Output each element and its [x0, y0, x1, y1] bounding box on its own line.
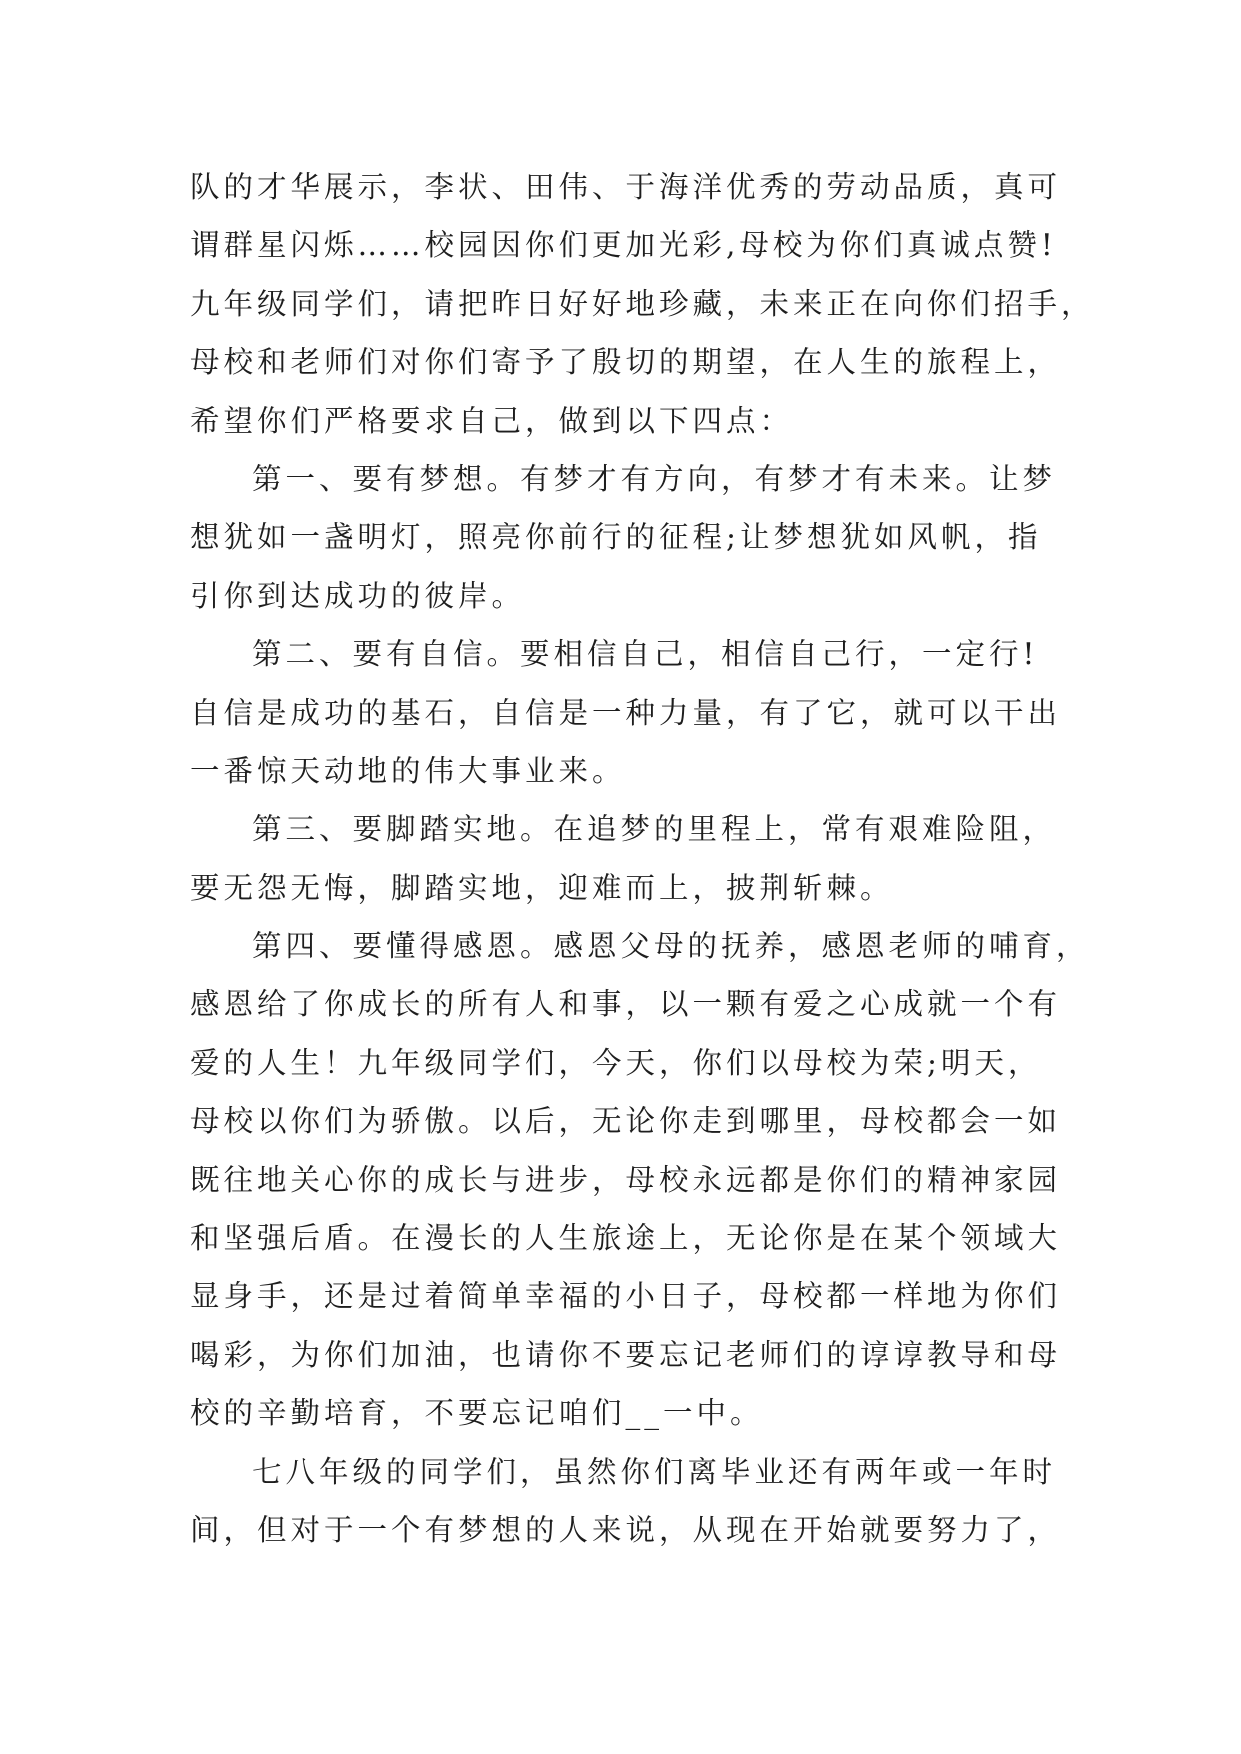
text-line: 第四、要懂得感恩。感恩父母的抚养，感恩老师的哺育， — [252, 929, 1090, 964]
body-text — [190, 158, 1095, 1559]
text-line: 第三、要脚踏实地。在追梦的里程上，常有艰难险阻， — [252, 812, 1057, 847]
text-line: 九年级同学们，请把昨日好好地珍藏，未来正在向你们招手， — [190, 286, 1095, 321]
text-line: 爱的人生！九年级同学们，今天，你们以母校为荣;明天， — [190, 1045, 1042, 1080]
text-line: 感恩给了你成长的所有人和事，以一颗有爱之心成就一个有 — [190, 987, 1062, 1022]
text-line: 队的才华展示，李状、田伟、于海洋优秀的劳动品质，真可 — [190, 170, 1062, 204]
text-line: 一番惊天动地的伟大事业来。 — [190, 753, 626, 788]
text-line: 想犹如一盏明灯，照亮你前行的征程;让梦想犹如风帆，指 — [190, 520, 1042, 555]
text-line: 第一、要有梦想。有梦才有方向，有梦才有未来。让梦 — [252, 461, 1057, 496]
text-line: 间，但对于一个有梦想的人来说，从现在开始就要努力了， — [190, 1512, 1062, 1547]
text-line: 喝彩，为你们加油，也请你不要忘记老师们的谆谆教导和母 — [190, 1337, 1062, 1372]
text-line: 显身手，还是过着简单幸福的小日子，母校都一样地为你们 — [190, 1279, 1062, 1314]
text-line: 自信是成功的基石，自信是一种力量，有了它，就可以干出 — [190, 695, 1062, 730]
text-line: 希望你们严格要求自己，做到以下四点： — [190, 403, 794, 438]
text-line: 和坚强后盾。在漫长的人生旅途上，无论你是在某个领域大 — [190, 1221, 1062, 1256]
text-line: 校的辛勤培育，不要忘记咱们__一中。 — [190, 1396, 764, 1431]
text-line: 七八年级的同学们，虽然你们离毕业还有两年或一年时 — [252, 1454, 1057, 1489]
text-line: 母校以你们为骄傲。以后，无论你走到哪里，母校都会一如 — [190, 1104, 1062, 1139]
text-line: 母校和老师们对你们寄予了殷切的期望，在人生的旅程上， — [190, 345, 1062, 380]
text-line: 谓群星闪烁……校园因你们更加光彩,母校为你们真诚点赞! — [190, 228, 1057, 263]
text-line: 既往地关心你的成长与进步，母校永远都是你们的精神家园 — [190, 1162, 1062, 1197]
text-line: 引你到达成功的彼岸。 — [190, 578, 526, 613]
text-line: 要无怨无悔，脚踏实地，迎难而上，披荆斩棘。 — [190, 870, 894, 905]
text-line: 第二、要有自信。要相信自己，相信自己行，一定行! — [252, 637, 1039, 672]
